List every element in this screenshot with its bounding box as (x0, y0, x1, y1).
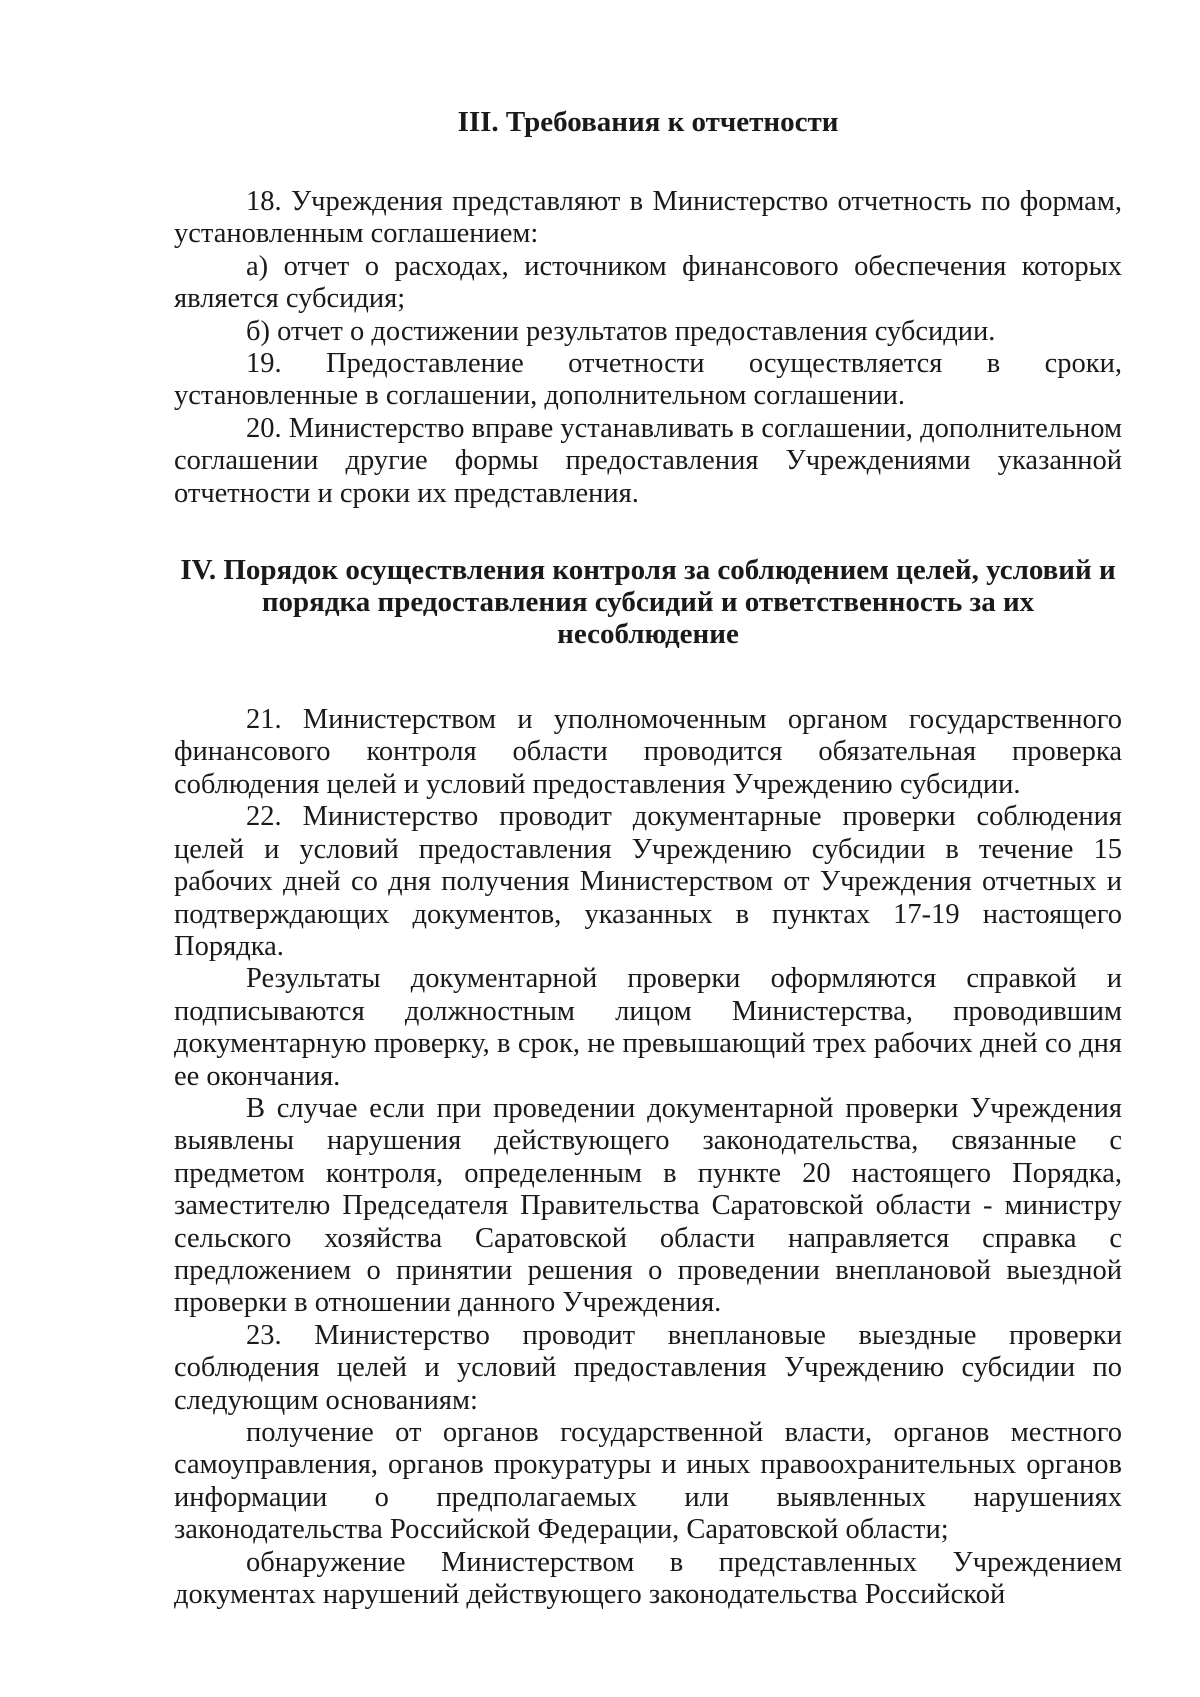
paragraph-19: 19. Предоставление отчетности осуществляется в сроки, установленные в соглашении, дополнительном соглашении. (174, 348, 1122, 412)
paragraph-22: 22. Министерство проводит документарные проверки соблюдения целей и условий предоставления Учреждению субсидии в течение 15 рабочих дней со дня получения Министерством от Учреждения отчетных и подтверждающих документов, указанных в пунктах 17-19 настоящего Порядка. (174, 801, 1122, 962)
paragraph-20: 20. Министерство вправе устанавливать в соглашении, дополнительном соглашении другие формы предоставления Учреждениями указанной отчетности и сроки их представления. (174, 412, 1122, 509)
paragraph-22-violations: В случае если при проведении документарной проверки Учреждения выявлены нарушения действующего законодательства, связанные с предметом контроля, определенным в пункте 20 настоящего Порядка, заместителю Председателя Правительства Саратовской области - министру сельского хозяйства Саратовской области направляется справка с предложением о принятии решения о проведении внеплановой выездной проверки в отношении данного Учреждения. (174, 1092, 1122, 1319)
paragraph-18-a: а) отчет о расходах, источником финансового обеспечения которых является субсидия; (174, 250, 1122, 315)
paragraph-22-results: Результаты документарной проверки оформляются справкой и подписываются должностным лицом Министерства, проводившим документарную проверку, в срок, не превышающий трех рабочих дней со дня ее окончания. (174, 963, 1122, 1092)
paragraph-18: 18. Учреждения представляют в Министерство отчетность по формам, установленным соглашением: (174, 186, 1122, 250)
paragraph-23: 23. Министерство проводит внеплановые выездные проверки соблюдения целей и условий предоставления Учреждению субсидии по следующим основаниям: (174, 1319, 1122, 1416)
paragraph-23-ground-1: получение от органов государственной власти, органов местного самоуправления, органов прокуратуры и иных правоохранительных органов информации о предполагаемых или выявленных нарушениях законодательства Российской Федерации, Саратовской области; (174, 1417, 1122, 1546)
section-3-heading: III. Требования к отчетности (457, 106, 839, 138)
document-body (174, 106, 1122, 1611)
paragraph-18-b: б) отчет о достижении результатов предоставления субсидии. (246, 315, 996, 347)
paragraph-23-ground-2: обнаружение Министерством в представленных Учреждением документах нарушений действующего законодательства Российской (174, 1546, 1122, 1611)
paragraph-21: 21. Министерством и уполномоченным органом государственного финансового контроля области проводится обязательная проверка соблюдения целей и условий предоставления Учреждению субсидии. (174, 704, 1122, 800)
section-4-heading: IV. Порядок осуществления контроля за соблюдением целей, условий и порядка предоставления субсидий и ответственность за их несоблюдение (180, 554, 1116, 651)
